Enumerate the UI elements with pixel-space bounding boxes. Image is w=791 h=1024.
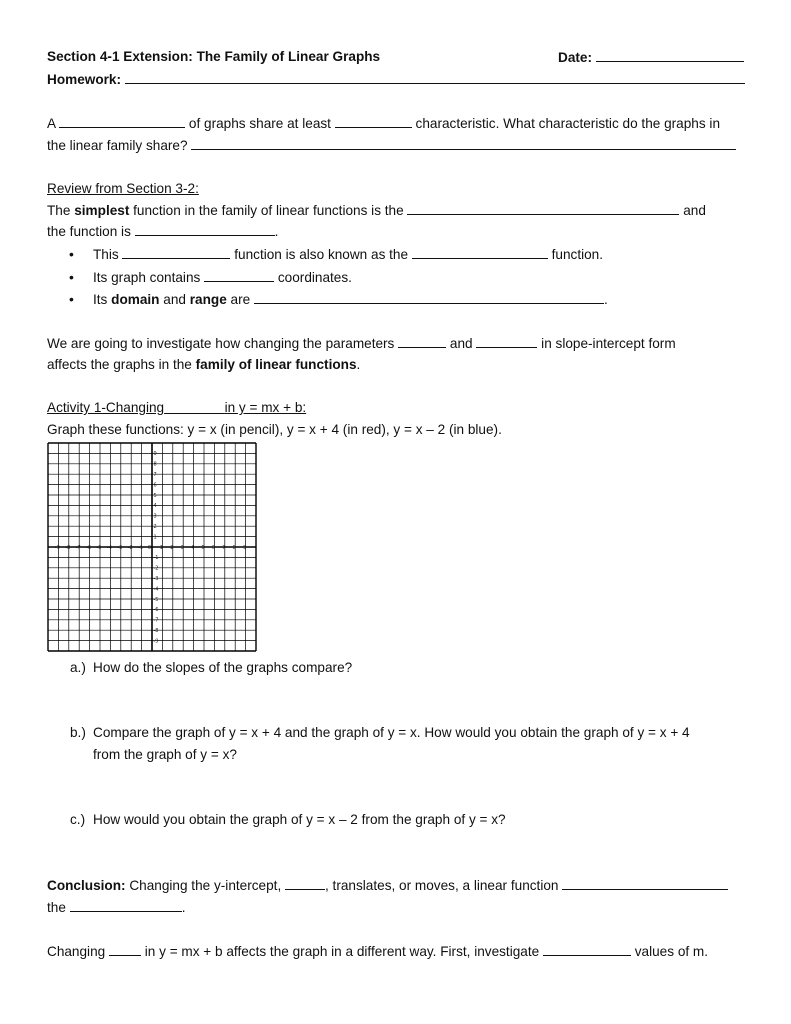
y-tick-label: -8 [153,628,159,634]
final-blank-1[interactable] [109,942,141,956]
y-tick-label: 2 [153,524,157,530]
review-heading: Review from Section 3-2: [47,181,199,196]
y-tick-label: 1 [153,534,157,541]
conclusion-blank-3[interactable] [70,898,182,912]
bullet-dot-2: • [69,269,74,285]
y-tick-label: 5 [153,492,157,499]
question-b-text-2: from the graph of y = x? [93,747,237,762]
intro-blank-2[interactable] [335,114,412,128]
review-line-2: the function is . [47,224,279,239]
y-tick-label: 8 [153,461,157,468]
x-tick-label: 1 [159,545,163,551]
y-tick-label: 4 [153,503,157,510]
bullet-3: Its domain and range are . [93,292,608,307]
x-tick-label: -4 [106,545,112,551]
y-tick-label: 7 [153,472,157,478]
intro-blank-3[interactable] [191,136,736,150]
x-tick-label: -8 [65,545,71,551]
x-tick-label: -3 [117,545,123,551]
final-blank-2[interactable] [543,942,631,956]
x-tick-label: 7 [222,545,226,551]
y-tick-label: 9 [153,451,157,458]
conclusion-blank-1[interactable] [285,876,325,890]
investigate-blank-1[interactable] [398,334,446,348]
final-line: Changing in y = mx + b affects the graph in a different way. First, investigate values of m. [47,944,709,959]
x-tick-label: 9 [243,545,247,551]
x-tick-label: -7 [75,545,81,551]
question-a-text: How do the slopes of the graphs compare? [93,660,353,675]
x-tick-label: 4 [191,545,195,551]
bullet-dot-1: • [69,246,74,262]
question-a-label: a.) [70,660,86,675]
x-tick-label: 6 [211,545,215,551]
y-tick-label: -7 [153,617,159,624]
y-tick-label: -1 [153,555,159,562]
review-line-1: The simplest function in the family of linear functions is the and [47,203,706,218]
bullet-2: Its graph contains coordinates. [93,270,352,285]
y-tick-label: -3 [153,576,159,582]
homework-blank[interactable] [125,70,745,84]
y-tick-label: -2 [153,565,159,572]
date-label: Date: [558,48,744,67]
date-blank[interactable] [596,48,744,62]
y-tick-label: -4 [153,586,159,593]
x-tick-label: 8 [232,545,236,551]
x-tick-label: 2 [170,545,174,551]
review-blank-2[interactable] [135,222,275,236]
question-c-text: How would you obtain the graph of y = x – 2 from the graph of y = x? [93,812,506,827]
intro-line-1: A of graphs share at least characteristic. What characteristic do the graphs in [47,116,721,131]
x-tick-label: 0 [147,545,152,551]
bullet-1: This function is also known as the function. [93,247,604,262]
review-blank-1[interactable] [407,201,679,215]
x-tick-label: 5 [201,545,205,551]
bullet-2-blank[interactable] [204,268,274,282]
x-tick-label: 3 [180,545,184,551]
x-tick-label: -1 [138,545,144,551]
y-tick-label: 6 [153,482,157,489]
x-tick-label: -5 [96,545,102,551]
bullet-dot-3: • [69,291,74,307]
bullet-3-blank[interactable] [254,290,604,304]
y-tick-label: -9 [153,638,159,645]
activity-instructions: Graph these functions: y = x (in pencil), y = x + 4 (in red), y = x – 2 (in blue). [47,422,502,437]
conclusion-line-1: Conclusion: Changing the y-intercept, , translates, or moves, a linear function [47,876,728,895]
homework-label: Homework: [47,70,745,89]
y-tick-label: 3 [153,513,157,520]
conclusion-blank-2[interactable] [562,876,728,890]
y-tick-label: -5 [153,596,159,603]
investigate-blank-2[interactable] [476,334,537,348]
x-tick-label: -6 [86,545,92,551]
bullet-1-blank-1[interactable] [122,245,230,259]
investigate-line-2: affects the graphs in the family of linear functions. [47,357,361,372]
question-b-text-1: Compare the graph of y = x + 4 and the graph of y = x. How would you obtain the graph of y = x + 4 [93,725,690,740]
conclusion-line-2: the . [47,900,186,915]
bullet-1-blank-2[interactable] [412,245,548,259]
investigate-line-1: We are going to investigate how changing the parameters and in slope-intercept form [47,336,676,351]
question-c-label: c.) [70,812,86,827]
coordinate-grid[interactable] [47,442,259,652]
activity-heading: Activity 1-Changing in y = mx + b: [47,400,307,415]
x-tick-label: -9 [54,545,60,551]
intro-line-2: the linear family share? [47,136,736,155]
question-b-label: b.) [70,725,86,740]
x-tick-label: -2 [127,545,133,551]
y-tick-label: -6 [153,607,159,614]
worksheet-title: Section 4-1 Extension: The Family of Linear Graphs [47,49,381,64]
intro-blank-1[interactable] [59,114,185,128]
